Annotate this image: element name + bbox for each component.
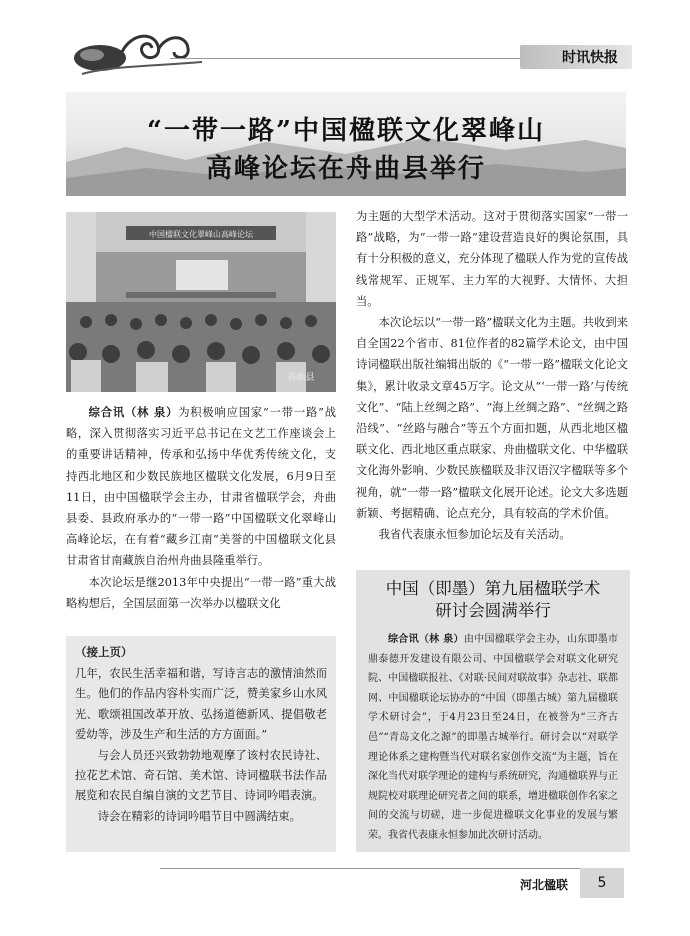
section-label: 时讯快报 (562, 50, 618, 66)
decorative-cloud-ornament (62, 22, 212, 80)
page-number-box (580, 868, 624, 898)
article-paragraph: 我省代表康永恒参加论坛及有关活动。 (378, 528, 571, 542)
continued-paragraph: 诗会在精彩的诗词吟唱节目中圆满结束。 (97, 809, 301, 823)
header-rule (170, 58, 540, 59)
conference-hall-photo (66, 212, 336, 392)
continued-from-previous-box (66, 636, 336, 852)
headline-line-2: 高峰论坛在舟曲县举行 (205, 154, 486, 184)
article-paragraph (66, 402, 336, 572)
paragraph-text: 由中国楹联学会主办，山东即墨市鼎泰德开发建设有限公司、中国楹联学会对联文化研究院、中国楹联报社、《对联·民间对联故事》杂志社、联都网、中国楹联论坛协办的“中国（即墨古城）第九届楹联学术研讨会”，于4月23日至24日，在被誉为“三齐古邑”“青岛文化之源”的即墨古城举行。研讨会以“对联学理论体系之建构暨当代对联名家创作交流”为主题，旨在深化当代对联学理论的建构与系统研究，沟通楹联界与正规院校对联理论研究者之间的联系，增进楹联创作名家之间的交流与切磋，进一步促进楹联文化事业的发展与繁荣。我省代表康永恒参加此次研讨活动。 (368, 634, 619, 841)
sub-title-line-2: 研讨会圆满举行 (435, 601, 551, 620)
photo-watermark: 舟曲县 (287, 373, 315, 383)
byline: 综合讯（林 泉） (88, 405, 179, 419)
article-left-column (66, 402, 336, 614)
article-paragraph: 本次论坛以“一带一路”楹联文化为主题。共收到来自全国22个省市、81位作者的82篇学术论文，由中国诗词楹联出版社编辑出版的《“一带一路”楹联文化论文集》，累计收录文章45万字。论文从“‘一带一路’与传统文化”、“陆上丝绸之路”、“海上丝绸之路”、“丝绸之路沿线”、“丝路与融合”等五个方面扣题，从西北地区楹联文化、西北地区重点联家、舟曲楹联文化、中华楹联文化海外影响、少数民族楹联及非汉语汉字楹联等多个视角，就“一带一路”楹联文化展开论述。论文大多选题新颖、考据精确、论点充分，具有较高的学术价值。 (356, 316, 628, 520)
byline: 综合讯（林 泉） (388, 634, 464, 645)
continued-paragraph: 几年，农民生活幸福和谐，写诗言志的激情油然而生。他们的作品内容朴实而广泛，赞美家乡山水风光、歌颂祖国改革开放、弘扬道德新风、提倡敬老爱幼等，涉及生产和生活的方方面面。” (75, 667, 327, 742)
sub-article-title (368, 578, 618, 622)
continued-label: （接上页） (75, 645, 133, 659)
paragraph-text: 为积极响应国家“一带一路”战略，深入贯彻落实习近平总书记在文艺工作座谈会上的重要讲话精神，传承和弘扬中华优秀传统文化，支持西北地区和少数民族地区楹联文化发展，6月9日至11日，由中国楹联学会主办，甘肃省楹联学会，舟曲县委、县政府承办的“一带一路”中国楹联文化翠峰山高峰论坛，在有着“藏乡江南”美誉的中国楹联文化县甘肃省甘南藏族自治州舟曲县隆重举行。 (66, 406, 336, 568)
footer-rule (160, 868, 610, 869)
continued-paragraph: 与会人员还兴致勃勃地观摩了该村农民诗社、拉花艺术馆、奇石馆、美术馆、诗词楹联书法作品展览和农民自编自演的文艺节目、诗词吟唱表演。 (75, 748, 327, 803)
sub-title-line-1: 中国（即墨）第九届楹联学术 (385, 579, 601, 598)
article-right-column (356, 206, 628, 545)
stage-banner-text: 中国楹联文化翠峰山高峰论坛 (149, 230, 253, 239)
section-tab (520, 45, 632, 69)
headline-line-1: “一带一路”中国楹联文化翠峰山 (147, 116, 545, 146)
page-number: 5 (597, 875, 607, 891)
magazine-name: 河北楹联 (520, 878, 569, 892)
sub-article-box (356, 570, 630, 852)
article-paragraph: 本次论坛是继2013年中央提出“一带一路”重大战略构想后，全国层面第一次举办以楹联文化 (66, 575, 336, 610)
article-paragraph: 为主题的大型学术活动。这对于贯彻落实国家“一带一路”战略，为“一带一路”建设营造良好的舆论氛围，具有十分积极的意义，充分体现了楹联人作为党的宣传战线常规军、正规军、主力军的大视野、大情怀、大担当。 (356, 210, 628, 308)
title-banner (66, 92, 626, 196)
sub-article-paragraph (368, 630, 618, 846)
